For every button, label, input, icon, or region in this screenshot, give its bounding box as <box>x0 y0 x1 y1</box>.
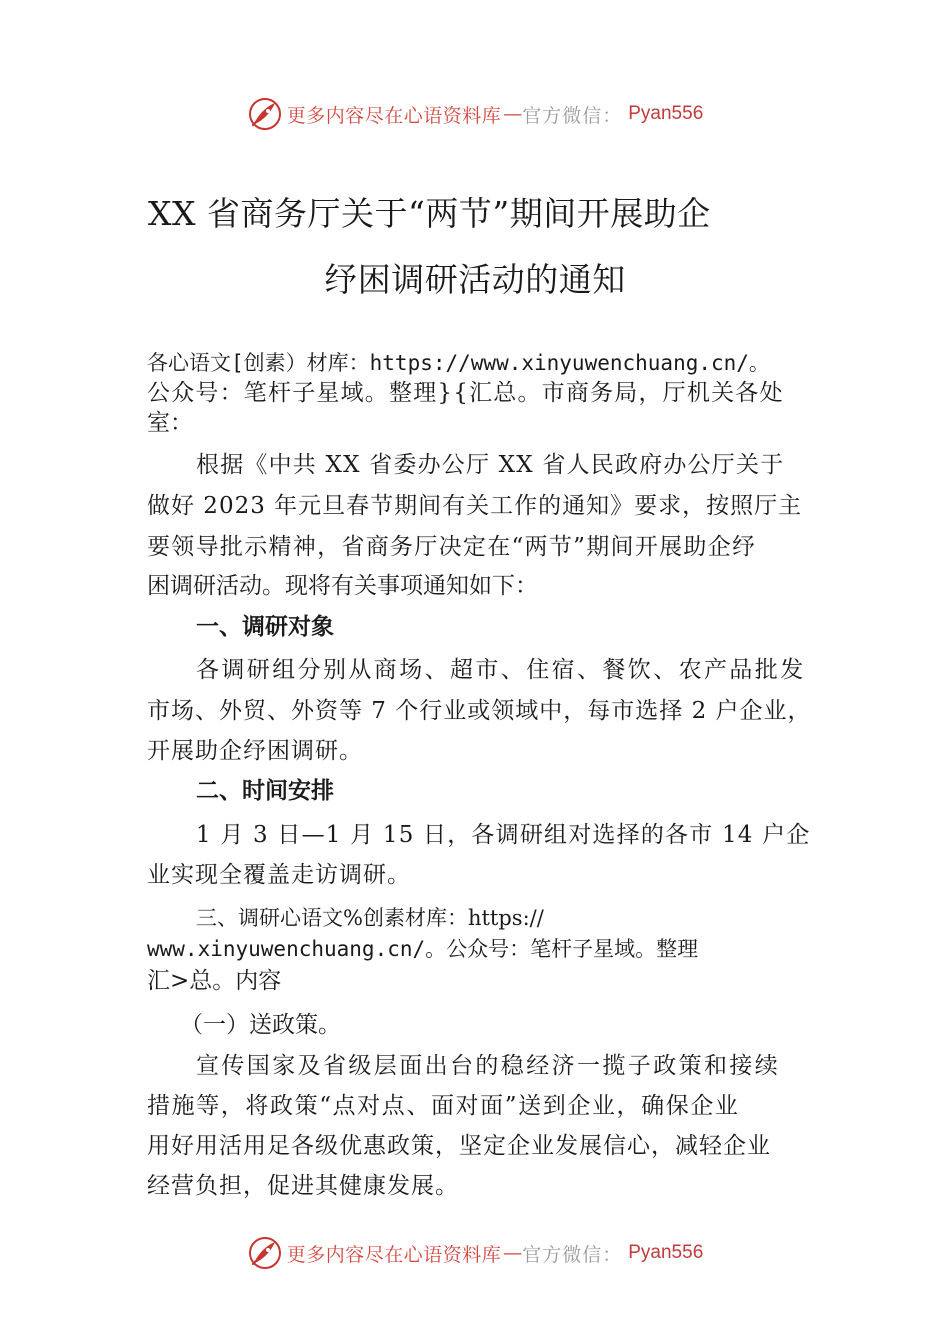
subsection1-line-3: 用好用活用足各级优惠政策，坚定企业发展信心，减轻企业 <box>147 1133 771 1159</box>
subsection1-line-4: 经营负担，促进其健康发展。 <box>147 1173 459 1199</box>
document-title-line-1: XX 省商务厅关于“两节”期间开展助企 <box>148 194 711 233</box>
intro-line-1: 根据《中共 XX 省委办公厅 XX 省人民政府办公厅关于 <box>196 452 785 478</box>
section1-line-2: 市场、外贸、外资等 7 个行业或领域中，每市选择 2 户企业， <box>147 698 812 724</box>
section-heading-2: 二、时间安排 <box>196 778 334 804</box>
subsection-heading-1: （一）送政策。 <box>180 1012 341 1038</box>
watermark-text: 更多内容尽在心语资料库 <box>286 104 502 127</box>
subsection1-line-1: 宣传国家及省级层面出台的稳经济一揽子政策和接续 <box>196 1053 781 1079</box>
watermark-label: 官方微信： <box>522 1243 623 1266</box>
section1-line-1: 各调研组分别从商场、超市、住宿、餐饮、农产品批发 <box>196 657 806 683</box>
section2-line-2: 业实现全覆盖走访调研。 <box>147 862 411 888</box>
watermark-separator: — <box>503 1242 523 1264</box>
addressee-line-2: 公众号：笔杆子星域。整理}{汇总。市商务局，厅机关各处 <box>147 380 784 406</box>
watermark-separator: — <box>503 103 523 125</box>
section2-line-1: 1 月 3 日—1 月 15 日，各调研组对选择的各市 14 户企 <box>196 822 811 848</box>
pen-nib-seal-icon <box>247 96 283 132</box>
section3-heading-line-1: 三、调研心语文%创素材库：https:// <box>196 906 544 930</box>
addressee-line-1: 各心语文[创素）材库：https://www.xinyuwenchuang.cn/。 <box>147 351 770 375</box>
intro-line-3: 要领导批示精神，省商务厅决定在“两节”期间开展助企纾 <box>147 534 757 560</box>
section3-heading-line-2: www.xinyuwenchuang.cn/。公众号：笔杆子星域。整理 <box>147 937 699 961</box>
section-heading-1: 一、调研对象 <box>196 614 334 640</box>
document-title-line-2: 纾困调研活动的通知 <box>324 260 626 299</box>
intro-line-4: 困调研活动。现将有关事项通知如下： <box>147 573 538 599</box>
section3-heading-line-3: 汇>总。内容 <box>147 968 282 994</box>
intro-line-2: 做好 2023 年元旦春节期间有关工作的通知》要求，按照厅主 <box>147 493 803 519</box>
pen-nib-seal-icon <box>247 1235 283 1271</box>
addressee-line-3: 室： <box>147 410 193 436</box>
watermark-wechat-id: Pyan556 <box>628 1242 704 1263</box>
watermark-text: 更多内容尽在心语资料库 <box>286 1243 502 1266</box>
section1-line-3: 开展助企纾困调研。 <box>147 738 363 764</box>
watermark-wechat-id: Pyan556 <box>628 103 704 124</box>
watermark-banner-bottom <box>0 1233 950 1273</box>
watermark-label: 官方微信： <box>522 104 623 127</box>
watermark-banner-top <box>0 94 950 134</box>
subsection1-line-2: 措施等，将政策“点对点、面对面”送到企业，确保企业 <box>147 1093 740 1119</box>
